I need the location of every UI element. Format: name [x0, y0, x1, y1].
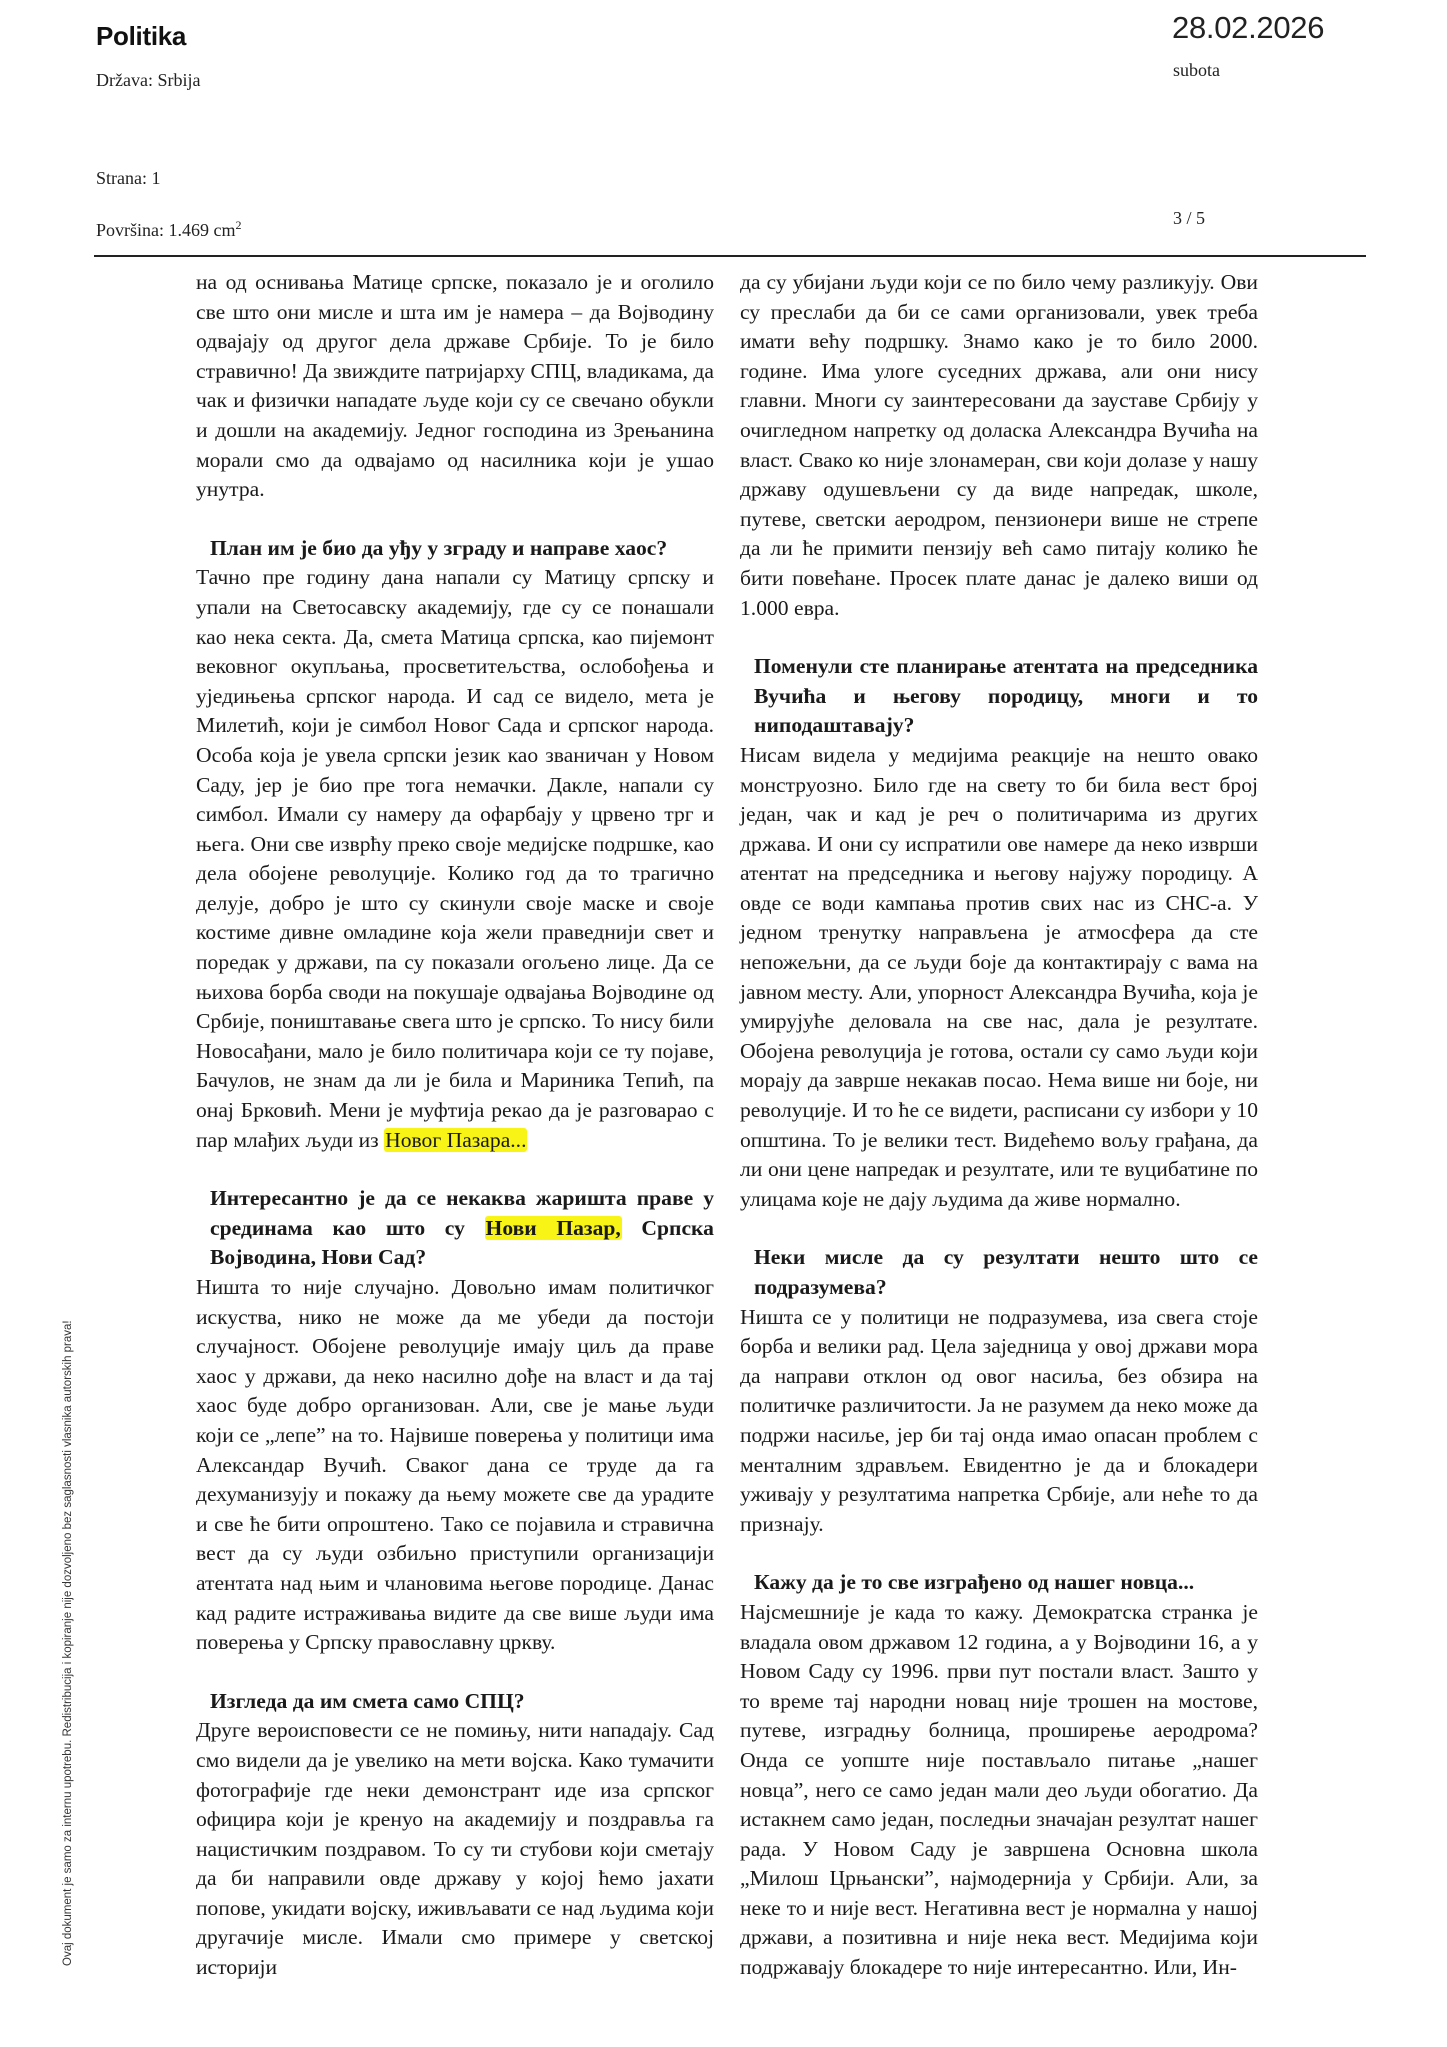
page-count: 3 / 5: [1173, 208, 1206, 228]
country-label: Država: Srbija: [96, 70, 201, 90]
paragraph: на од оснивања Матице српске, показало је и оголило све што они мисле и шта им је намера – да Војводину одвајају од другог дела државе Србије. То је било стравично! Да звиждите патријарху СПЦ, владикама, да чак и физички нападате људе који су се свечано обукли и дошли на академију. Једног господина из Зрењанина морали смо да одвајамо од насилника који је ушао унутра.: [196, 270, 714, 502]
weekday-label: subota: [1173, 60, 1220, 80]
header-divider: [94, 255, 1366, 257]
question-text: Интересантно је да се некаква жаришта праве у срединама као што су: [210, 1186, 714, 1240]
interview-answer: Друге вероисповести се не помињу, нити нападају. Сад смо видели да је увелико на мети војска. Како тумачити фотографије где неки демонстрант иде иза српског официра који је кренуо на академију и поздравља га нацистичким поздравом. То су ти стубови који сметају да би направили овде државу у којој ћемо јахати попове, укидати војску, иживљавати се над људима који другачије мисле. Имали смо примере у светској историји: [196, 1718, 714, 1980]
interview-answer: Нисам видела у медијима реакције на нешто овако монструозно. Било где на свету то би била вест број један, чак и кад је реч о политичарима из других држава. И они су испратили ове намере да неко изврши атентат на председника и његову најужу породицу. А овде се води кампања против свих нас из СНС-а. У једном тренутку направљена је атмосфера да сте непожељни, да се људи боје да контактирају с вама на јавном месту. Али, упорност Александра Вучића, која је умирујуће деловала на све нас, дала је резултате. Обојена револуција је готова, остали су само људи који морају да заврше некакав посао. Нема више ни боје, ни револуције. И то ће се видети, расписани су избори у 10 општина. То је велики тест. Видећемо вољу грађана, да ли они цене напредак и резултате, или те вуцибатине по улицама које не дају људима да живе нормално.: [740, 742, 1258, 1211]
interview-answer: Ништа се у политици не подразумева, иза свега стоје борба и велики рад. Цела заједница у овој држави мора да направи отклон од овог насиља, без обзира на политичке различитости. Ја не разумем да неко може да подржи насиље, јер би тај онда имао опасан проблем с менталним здрављем. Евидентно је да и блокадери уживају у резултатима напретка Србије, али неће то да признају.: [740, 1304, 1258, 1536]
area-value: Površina: 1.469 cm: [96, 220, 236, 240]
article-column-left: [196, 268, 714, 1983]
area-label: [96, 218, 242, 241]
interview-answer: [196, 563, 714, 1155]
page-label: Strana: 1: [96, 168, 161, 188]
interview-question: Неки мисле да су резултати нешто што се подразумева?: [754, 1245, 1258, 1299]
interview-question: Изгледа да им смета само СПЦ?: [210, 1688, 525, 1713]
document-header-right: [1172, 10, 1324, 46]
question-text: Српска Војводина, Нови Сад?: [210, 1215, 714, 1270]
interview-question: Кажу да је то све изграђено од нашег новца...: [754, 1570, 1195, 1595]
interview-question: План им је био да уђу у зграду и направе хаос?: [210, 535, 668, 560]
paragraph: да су убијани људи који се по било чему разликују. Ови су преслаби да би се сами организовали, увек треба имати већу подршку. Знамо како је то било 2000. године. Има улоге суседних држава, али они нису главни. Многи су заинтересовани да зауставе Србију у очигледном напретку од доласка Александра Вучића на власт. Свако ко није злонамеран, сви који долазе у нашу државу одушевљени су да виде напредак, школе, путеве, светски аеродром, пензионери више не стрепе да ли ће примити пензију већ само питају колико ће бити повећане. Просек плате данас је далеко виши од 1.000 евра.: [740, 270, 1258, 620]
answer-text: Тачно пре годину дана напали су Матицу српску и упали на Светосавску академију, где су се понашали као нека секта. Да, смета Матица српска, као пијемонт вековног окупљања, просветитељства, ослобођења и уједињења српског народа. И сад се видело, мета је Милетић, који је симбол Новог Сада и српског народа. Особа која је увела српски језик као званичан у Новом Саду, јер је био пре тога немачки. Дакле, напали су симбол. Имали су намеру да офарбају у црвено трг и њега. Они све изврћу преко своје медијске подршке, као дела обојене револуције. Колико год да то трагично делује, добро је што су скинули своје маске и своје костиме дивне омладине која жели праведнији свет и поредак у држави, па су показали огољено лице. Да се њихова борба своди на покушаје одвајања Војводине од Србије, поништавање свега што је српско. То нису били Новосађани, мало је било политичара који се ту појаве, Бачулов, не знам да ли је била и Мариника Тепић, па онај Брковић. Мени је муфтија рекао да је разговарао с пар млађих људи из: [196, 565, 714, 1152]
copyright-notice: Ovaj dokument je samo za internu upotrebu. Redistribucija i kopiranje nije dozvoljeno bez saglasnosti vlasnika autorskih prava!: [62, 1320, 74, 1966]
publication-title: Politika: [96, 21, 187, 51]
highlighted-keyword: Нови Пазар,: [485, 1215, 621, 1240]
publication-date: 28.02.2026: [1172, 10, 1325, 45]
document-header-left: [96, 18, 186, 54]
area-unit-exponent: 2: [235, 218, 242, 232]
interview-question: [196, 1184, 714, 1273]
highlighted-keyword: Новог Пазара...: [385, 1127, 527, 1152]
interview-answer: Ништа то није случајно. Довољно имам политичког искуства, нико не може да ме убеди да постоји случајност. Обојене револуције имају циљ да праве хаос у држави, да неко насилно дође на власт и да тај хаос буде добро организован. Али, све је мање људи који се „лепе” на то. Највише поверења у политици има Александар Вучић. Сваког дана се труде да га дехуманизују и покажу да њему можете све да урадите и све ће бити опроштено. Тако се појавила и стравична вест да су људи озбиљно приступили организацији атентата над њим и члановима његове породице. Данас кад радите истраживања видите да све више људи има поверења у Српску православну цркву.: [196, 1275, 714, 1655]
article-column-right: [740, 268, 1258, 1983]
interview-answer: Најсмешније је када то кажу. Демократска странка је владала овом државом 12 година, а у Војводини 16, а у Новом Саду су 1996. први пут постали власт. Зашто у то време тај народни новац није трошен на мостове, путеве, изградњу болница, проширење аеродрома? Онда се уопште није постављало питање „нашег новца”, него се само један мали део људи обогатио. Да истакнем само један, последњи значајан резултат нашег рада. У Новом Саду је завршена Основна школа „Милош Црњански”, најмодернија у Србији. Али, за неке то и није вест. Негативна вест је нормална у нашој држави, а позитивна и није нека вест. Медијима који подржавају блокадере то није интересантно. Или, Ин-: [740, 1599, 1258, 1980]
interview-question: Поменули сте планирање атентата на председника Вучића и његову породицу, многи и то ниподаштавају?: [754, 654, 1258, 738]
